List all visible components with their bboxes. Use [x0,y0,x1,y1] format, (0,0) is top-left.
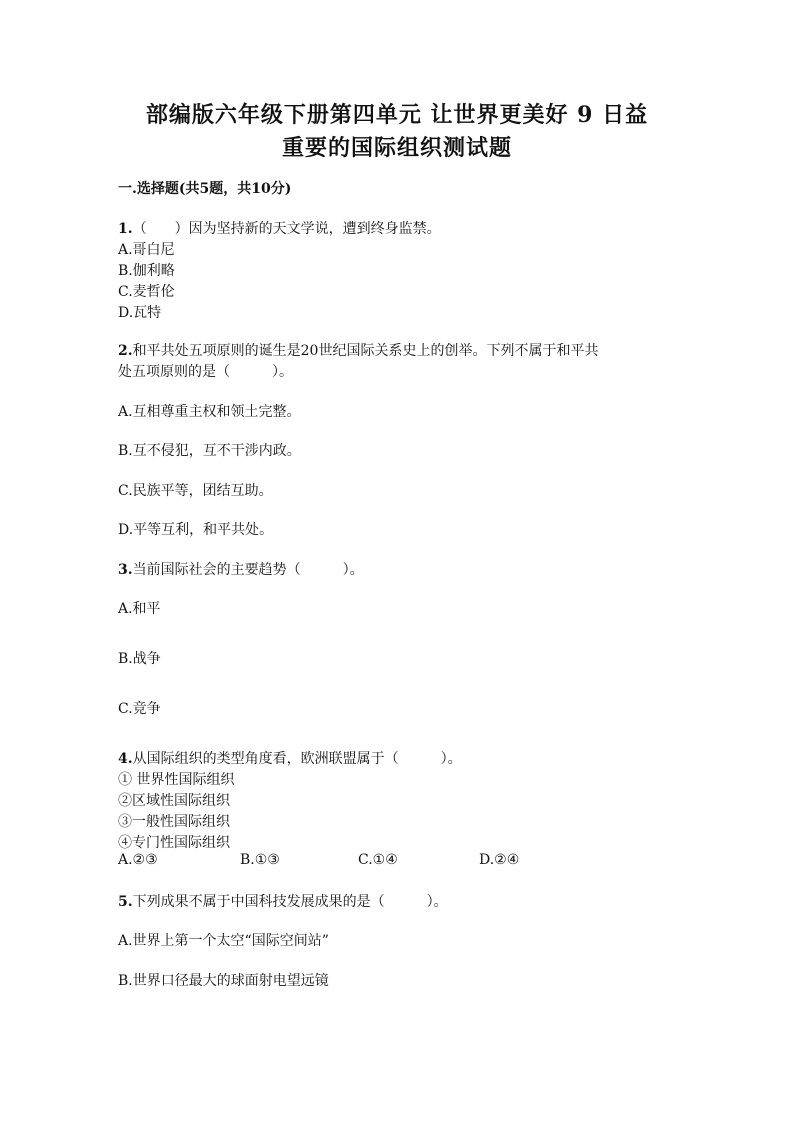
question-stem: 下列成果不属于中国科技发展成果的是（ ）。 [132,894,448,910]
option-a: A.②③ [118,852,158,868]
question-2 [118,340,598,360]
option-row [118,852,678,872]
question-3 [118,559,364,579]
option-a: A.互相尊重主权和领土完整。 [118,404,301,420]
question-number: 2. [118,343,133,359]
option-c: C.①④ [358,852,398,868]
question-5 [118,891,448,911]
option-b: B.①③ [240,852,280,868]
question-stem: 和平共处五项原则的诞生是20世纪国际关系史上的创举。下列不属于和平共 [132,343,599,359]
question-number: 4. [118,751,133,767]
option-b: B.伽利略 [118,263,175,279]
option-d: D.瓦特 [118,305,162,321]
question-stem: 当前国际社会的主要趋势（ ）。 [132,562,364,578]
option-b: B.互不侵犯，互不干涉内政。 [118,443,301,459]
option-a: A.哥白尼 [118,242,175,258]
option-c: C.竞争 [118,701,161,717]
option-d: D.②④ [479,852,520,868]
page-title-line-2: 重要的国际组织测试题 [281,135,512,161]
option-b: B.世界口径最大的球面射电望远镜 [118,973,329,989]
option-c: C.民族平等，团结互助。 [118,483,273,499]
option-b: B.战争 [118,651,161,667]
question-2-stem-cont: 处五项原则的是（ ）。 [118,364,293,380]
choice-item-3: ③一般性国际组织 [118,814,230,830]
option-a: A.和平 [118,601,161,617]
page-title-line-1: 部编版六年级下册第四单元 让世界更美好 9 日益 [145,102,649,128]
question-stem: （ ）因为坚持新的天文学说，遭到终身监禁。 [132,221,441,237]
choice-item-4: ④专门性国际组织 [118,835,230,851]
question-number: 1. [118,221,133,237]
choice-item-1: ① 世界性国际组织 [118,772,235,788]
question-1 [118,218,441,238]
question-4 [118,748,462,768]
question-number: 5. [118,894,133,910]
choice-item-2: ②区域性国际组织 [118,793,230,809]
question-stem: 从国际组织的类型角度看，欧洲联盟属于（ ）。 [132,751,462,767]
option-d: D.平等互利，和平共处。 [118,522,274,538]
option-a: A.世界上第一个太空“国际空间站” [118,933,329,949]
question-number: 3. [118,562,133,578]
section-heading: 一.选择题(共5题，共10分) [118,181,292,197]
option-c: C.麦哲伦 [118,284,175,300]
